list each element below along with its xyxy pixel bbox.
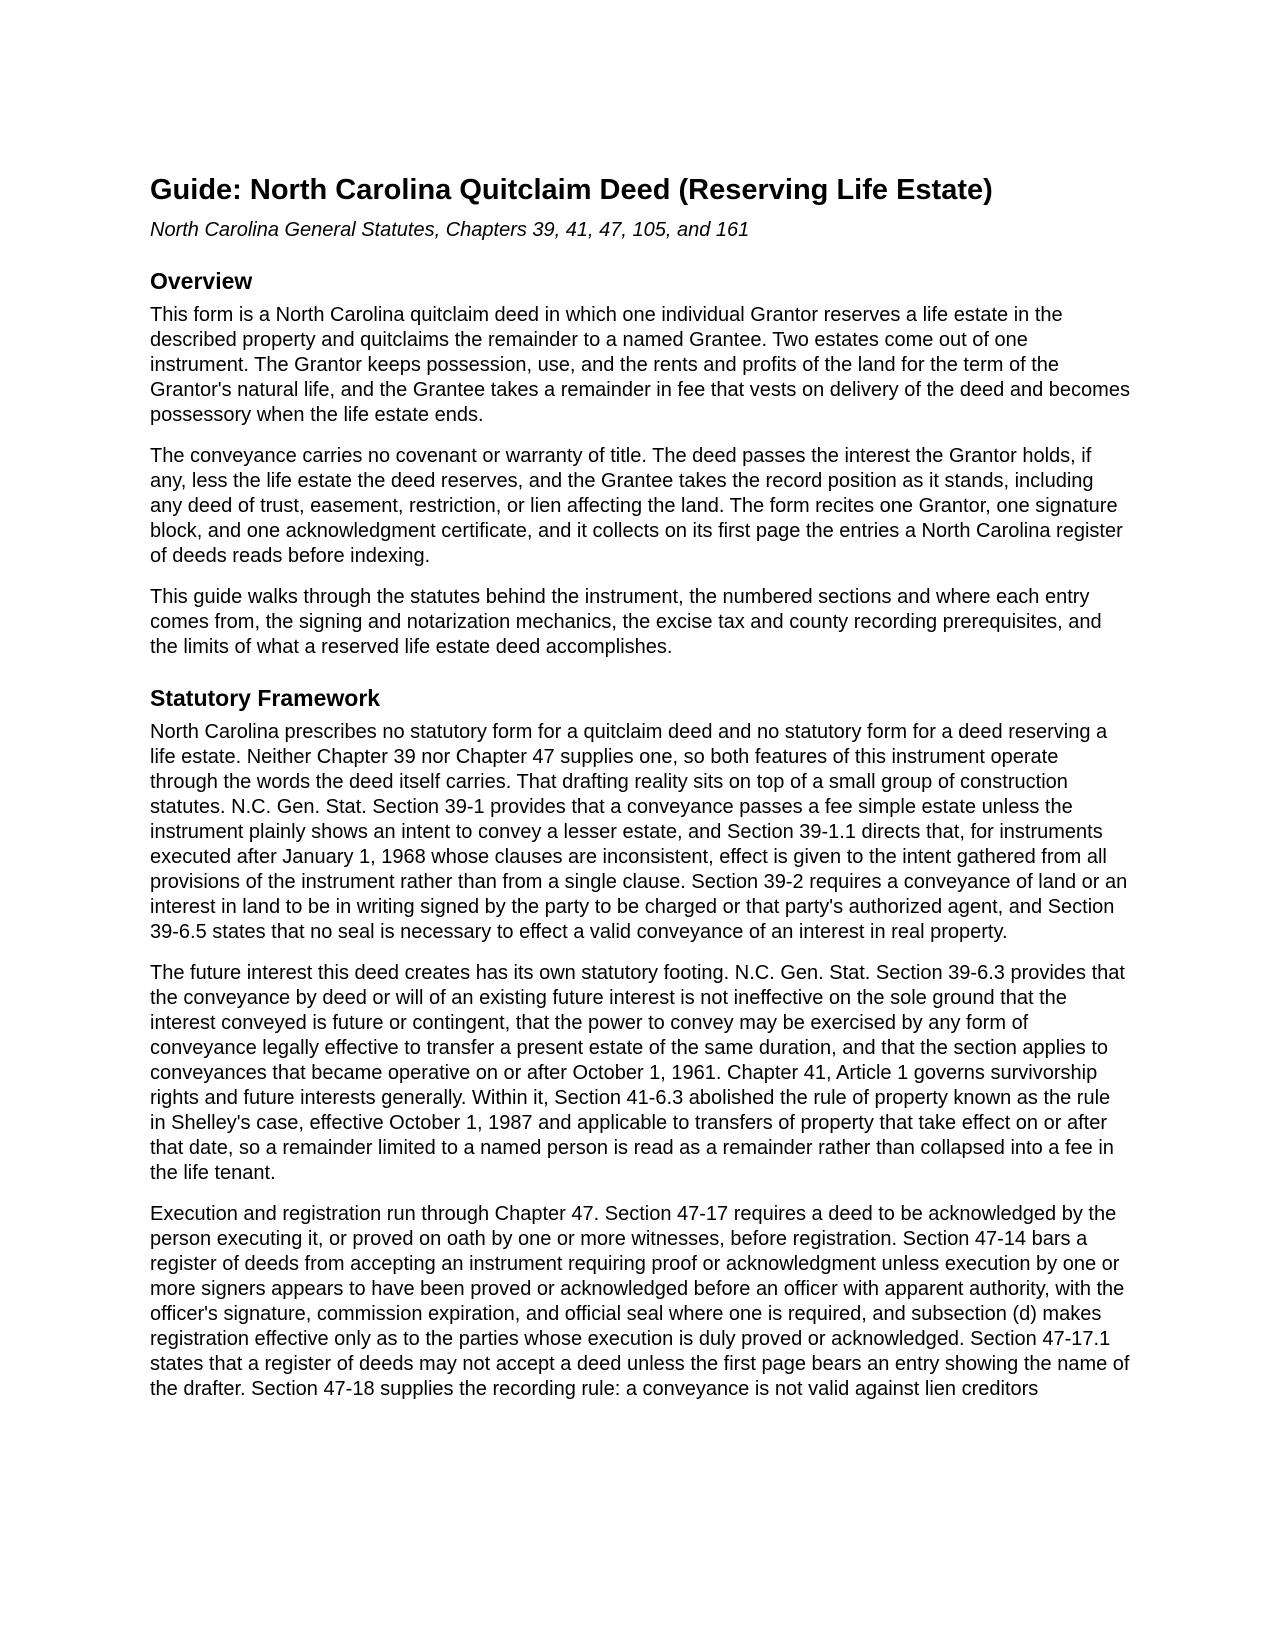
- section-heading-statutory-framework: Statutory Framework: [150, 685, 381, 711]
- document-page: [150, 172, 1130, 1402]
- framework-paragraph-2: The future interest this deed creates has its own statutory footing. N.C. Gen. Stat. Section 39-6.3 provides that the conveyance by deed or will of an existing future interest is not ineffective on the sole ground that the interest conveyed is future or contingent, that the power to convey may be exercised by any form of conveyance legally effective to transfer a present estate of the same duration, and that the section applies to conveyances that became operative on or after October 1, 1961. Chapter 41, Article 1 governs survivorship rights and future interests generally. Within it, Section 41-6.3 abolished the rule of property known as the rule in Shelley's case, effective October 1, 1987 and applicable to transfers of property that take effect on or after that date, so a remainder limited to a named person is read as a remainder rather than collapsed into a fee in the life tenant.: [150, 962, 1125, 1184]
- overview-paragraph-2: The conveyance carries no covenant or warranty of title. The deed passes the interest the Grantor holds, if any, less the life estate the deed reserves, and the Grantee takes the record position as it stands, including any deed of trust, easement, restriction, or lien affecting the land. The form recites one Grantor, one signature block, and one acknowledgment certificate, and it collects on its first page the entries a North Carolina register of deeds reads before indexing.: [150, 445, 1123, 567]
- overview-paragraph-3: This guide walks through the statutes behind the instrument, the numbered sections and where each entry comes from, the signing and notarization mechanics, the excise tax and county recording prerequisites, and the limits of what a reserved life estate deed accomplishes.: [150, 586, 1102, 658]
- overview-paragraph-1: This form is a North Carolina quitclaim deed in which one individual Grantor reserves a life estate in the described property and quitclaims the remainder to a named Grantee. Two estates come out of one instrument. The Grantor keeps possession, use, and the rents and profits of the land for the term of the Grantor's natural life, and the Grantee takes a remainder in fee that vests on delivery of the deed and becomes possessory when the life estate ends.: [150, 304, 1130, 426]
- framework-paragraph-3: Execution and registration run through Chapter 47. Section 47-17 requires a deed to be acknowledged by the person executing it, or proved on oath by one or more witnesses, before registration. Section 47-14 bars a register of deeds from accepting an instrument requiring proof or acknowledgment unless execution by one or more signers appears to have been proved or acknowledged before an officer with apparent authority, with the officer's signature, commission expiration, and official seal where one is required, and subsection (d) makes registration effective only as to the parties whose execution is duly proved or acknowledged. Section 47-17.1 states that a register of deeds may not accept a deed unless the first page bears an entry showing the name of the drafter. Section 47-18 supplies the recording rule: a conveyance is not valid against lien creditors: [150, 1203, 1130, 1400]
- section-heading-overview: Overview: [150, 268, 253, 294]
- framework-paragraph-1: North Carolina prescribes no statutory form for a quitclaim deed and no statutory form for a deed reserving a life estate. Neither Chapter 39 nor Chapter 47 supplies one, so both features of this instrument operate through the words the deed itself carries. That drafting reality sits on top of a small group of construction statutes. N.C. Gen. Stat. Section 39-1 provides that a conveyance passes a fee simple estate unless the instrument plainly shows an intent to convey a lesser estate, and Section 39-1.1 directs that, for instruments executed after January 1, 1968 whose clauses are inconsistent, effect is given to the intent gathered from all provisions of the instrument rather than from a single clause. Section 39-2 requires a conveyance of land or an interest in land to be in writing signed by the party to be charged or that party's authorized agent, and Section 39-6.5 states that no seal is necessary to effect a valid conveyance of an interest in real property.: [150, 721, 1128, 943]
- document-title: Guide: North Carolina Quitclaim Deed (Reserving Life Estate): [150, 174, 993, 206]
- document-subtitle: North Carolina General Statutes, Chapters 39, 41, 47, 105, and 161: [150, 219, 750, 241]
